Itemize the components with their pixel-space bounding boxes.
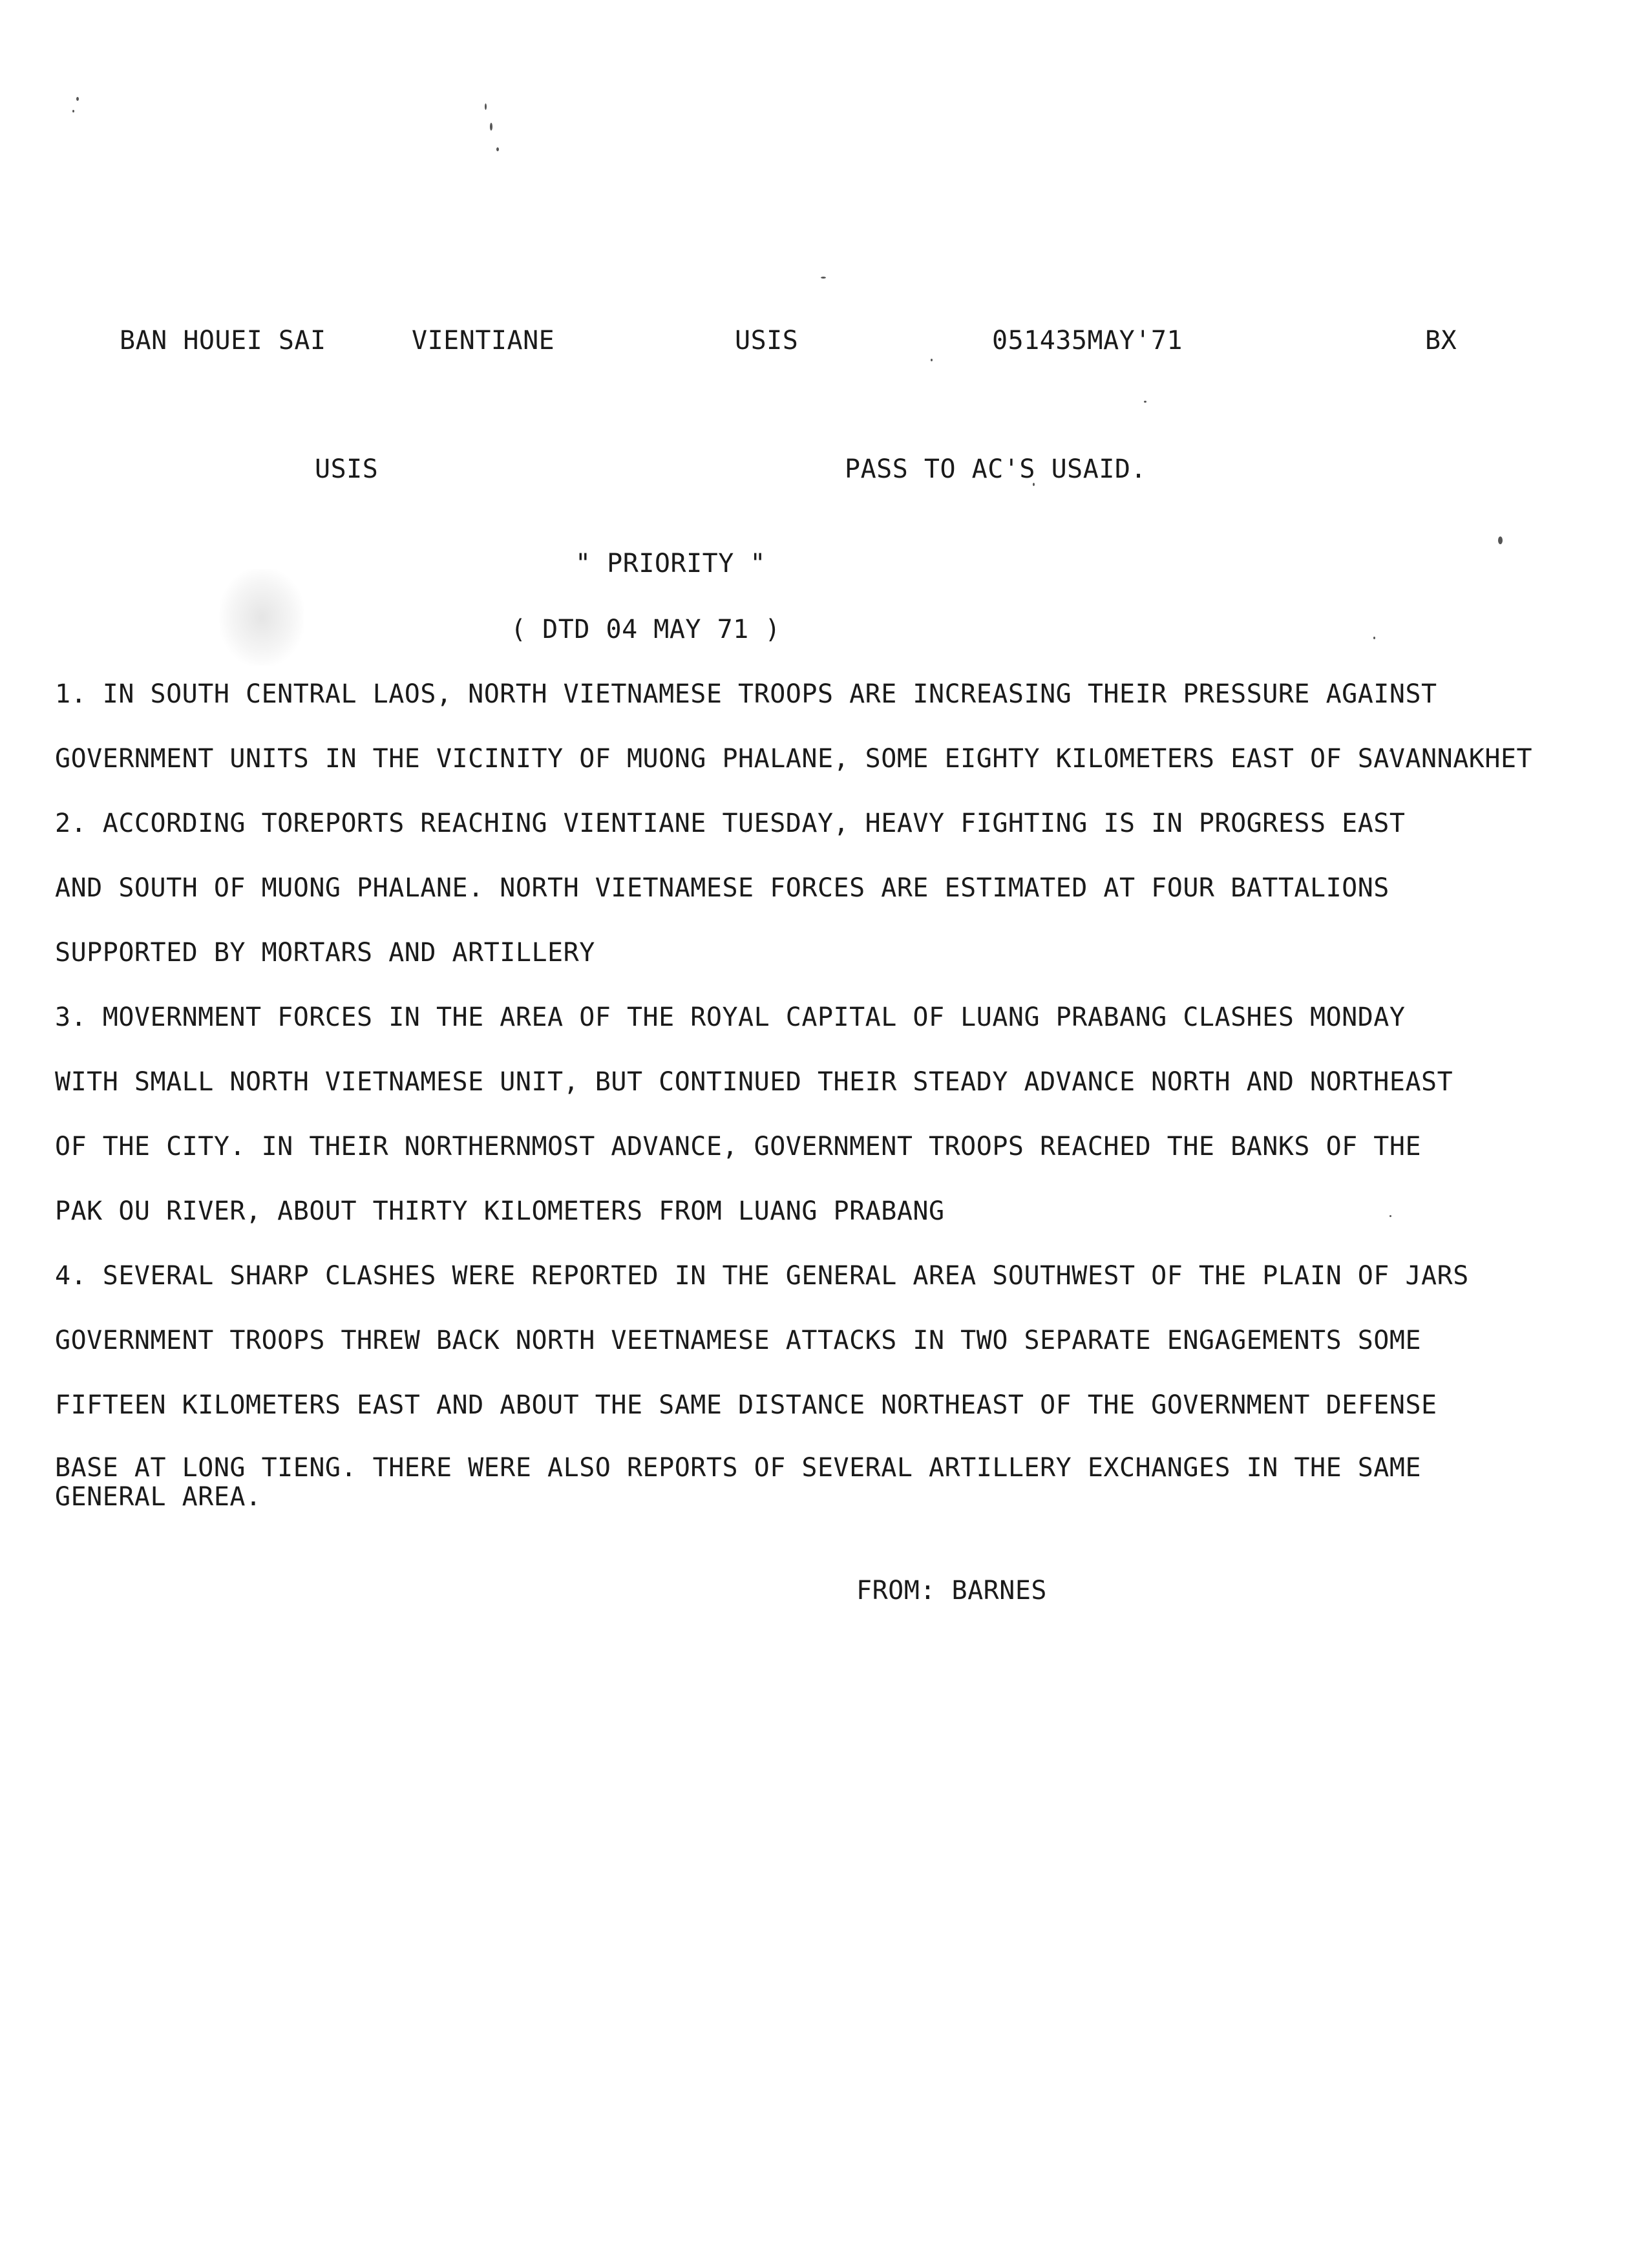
body-line: FIFTEEN KILOMETERS EAST AND ABOUT THE SAME DISTANCE NORTHEAST OF THE GOVERNMENT DEFENSE: [55, 1390, 1437, 1420]
routing-to: USIS: [315, 454, 379, 484]
routing-instruction: PASS TO AC'S USAID.: [845, 454, 1147, 484]
scan-speck: [1144, 401, 1146, 403]
agency-code: USIS: [735, 326, 799, 355]
body-line: OF THE CITY. IN THEIR NORTHERNMOST ADVANCE, GOVERNMENT TROOPS REACHED THE BANKS OF THE: [55, 1132, 1422, 1161]
body-line: WITH SMALL NORTH VIETNAMESE UNIT, BUT CONTINUED THEIR STEADY ADVANCE NORTH AND NORTHEAST: [55, 1067, 1453, 1097]
scan-speck: [76, 97, 79, 101]
origin-station: BAN HOUEI SAI: [120, 326, 326, 355]
body-line: 3. MOVERNMENT FORCES IN THE AREA OF THE ROYAL CAPITAL OF LUANG PRABANG CLASHES MONDAY: [55, 1002, 1406, 1032]
body-line: GOVERNMENT TROOPS THREW BACK NORTH VEETNAMESE ATTACKS IN TWO SEPARATE ENGAGEMENTS SOME: [55, 1326, 1422, 1355]
scan-speck: [72, 110, 74, 112]
scan-speck: [1498, 536, 1503, 544]
body-line: PAK OU RIVER, ABOUT THIRTY KILOMETERS FROM LUANG PRABANG: [55, 1196, 945, 1226]
body-line: SUPPORTED BY MORTARS AND ARTILLERY: [55, 938, 595, 968]
body-line: AND SOUTH OF MUONG PHALANE. NORTH VIETNAMESE FORCES ARE ESTIMATED AT FOUR BATTALIONS: [55, 873, 1389, 903]
destination-station: VIENTIANE: [412, 326, 555, 355]
date-time-group: 051435MAY'71: [992, 326, 1183, 355]
body-line: 4. SEVERAL SHARP CLASHES WERE REPORTED IN THE GENERAL AREA SOUTHWEST OF THE PLAIN OF JARS: [55, 1261, 1469, 1291]
scan-speck: [821, 277, 826, 279]
scan-speck: [931, 359, 933, 361]
signature: FROM: BARNES: [856, 1576, 1047, 1606]
precedence: " PRIORITY ": [575, 549, 766, 578]
scan-speck: [1389, 1215, 1391, 1217]
message-date: ( DTD 04 MAY 71 ): [511, 615, 781, 644]
paper-smudge: [220, 569, 304, 666]
body-line: BASE AT LONG TIENG. THERE WERE ALSO REPORTS OF SEVERAL ARTILLERY EXCHANGES IN THE SAME: [55, 1453, 1422, 1483]
body-line: 2. ACCORDING TOREPORTS REACHING VIENTIANE TUESDAY, HEAVY FIGHTING IS IN PROGRESS EAST: [55, 809, 1406, 838]
scan-speck: [1373, 637, 1375, 639]
message-code: BX: [1425, 326, 1457, 355]
scan-speck: [496, 147, 499, 151]
body-line: GENERAL AREA.: [55, 1482, 262, 1512]
body-line: GOVERNMENT UNITS IN THE VICINITY OF MUONG PHALANE, SOME EIGHTY KILOMETERS EAST OF SAVANNAKHET: [55, 744, 1533, 774]
body-line: 1. IN SOUTH CENTRAL LAOS, NORTH VIETNAMESE TROOPS ARE INCREASING THEIR PRESSURE AGAINST: [55, 679, 1437, 709]
scan-speck: [490, 123, 492, 131]
scan-speck: [485, 103, 487, 110]
